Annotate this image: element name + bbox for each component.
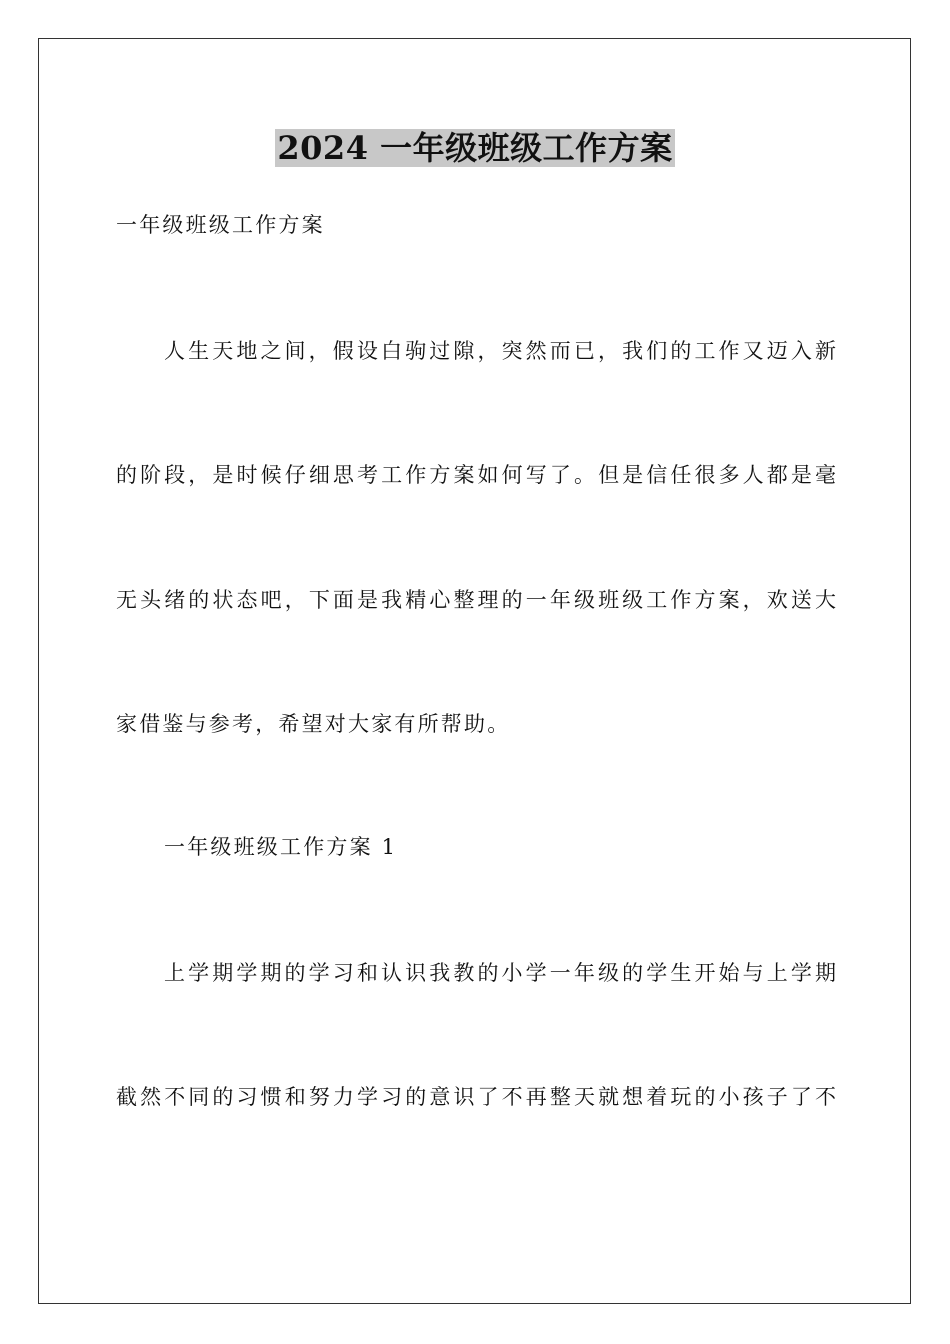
document-title-text: 2024 一年级班级工作方案 (277, 129, 673, 167)
document-subtitle: 一年级班级工作方案 (116, 213, 325, 237)
paragraph-line: 人生天地之间，假设白驹过隙，突然而已，我们的工作又迈入新 (164, 339, 836, 363)
paragraph-line: 家借鉴与参考，希望对大家有所帮助。 (116, 712, 511, 736)
paragraph-line: 的阶段，是时候仔细思考工作方案如何写了。但是信任很多人都是毫 (116, 463, 836, 487)
paragraph-line: 无头绪的状态吧，下面是我精心整理的一年级班级工作方案，欢送大 (116, 588, 836, 612)
paragraph-line: 上学期学期的学习和认识我教的小学一年级的学生开始与上学期 (164, 961, 836, 985)
paragraph-line: 截然不同的习惯和努力学习的意识了不再整天就想着玩的小孩子了不 (116, 1085, 836, 1109)
section-heading: 一年级班级工作方案 1 (164, 835, 398, 859)
document-title (0, 126, 950, 170)
